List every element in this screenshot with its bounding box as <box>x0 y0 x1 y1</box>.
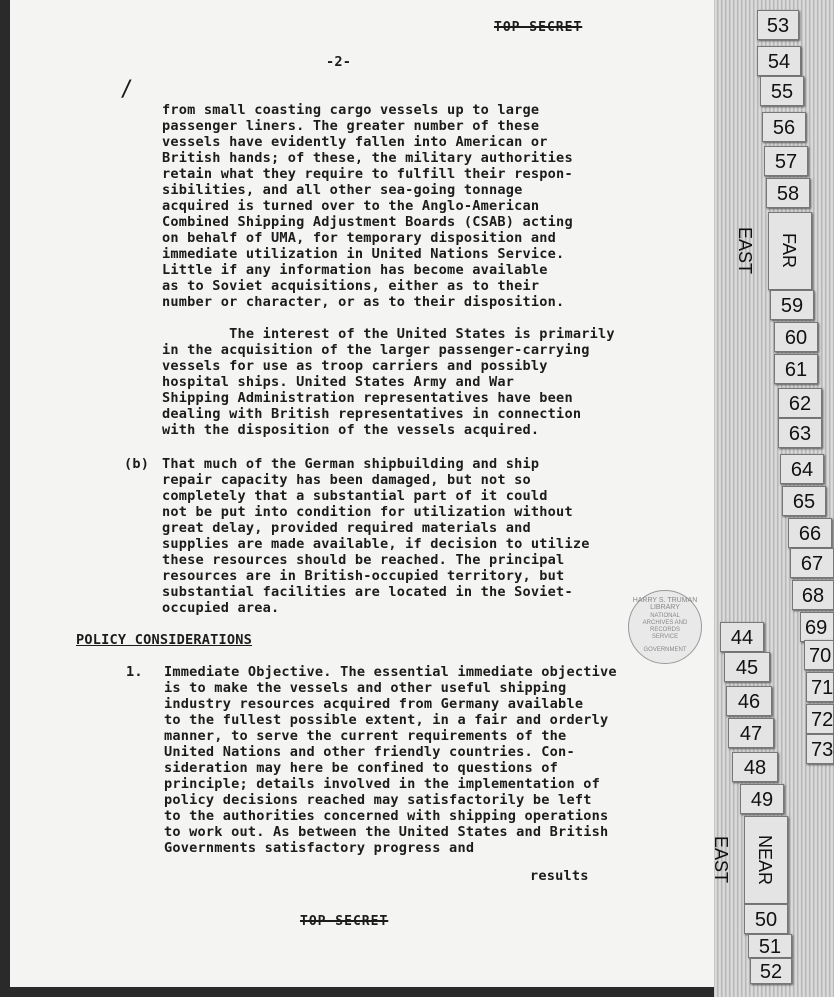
index-tab[interactable]: 53 <box>757 10 799 40</box>
index-tab[interactable]: 56 <box>762 112 806 142</box>
index-tab[interactable]: 46 <box>726 686 772 716</box>
text-line: with the disposition of the vessels acquired. <box>162 422 540 438</box>
text-line: resources are in British-occupied territory, but <box>162 568 565 584</box>
index-tab[interactable]: 66 <box>788 518 832 548</box>
text-line: dealing with British representatives in connection <box>162 406 582 422</box>
text-line: sideration may here be confined to questions of <box>164 760 559 776</box>
text-line: Combined Shipping Adjustment Boards (CSAB) acting <box>162 214 573 230</box>
index-tab[interactable]: 50 <box>744 904 788 934</box>
index-tab[interactable]: 67 <box>790 548 834 578</box>
index-tab[interactable]: 49 <box>740 784 784 814</box>
index-tab[interactable]: 63 <box>778 418 822 448</box>
text-line: Little if any information has become available <box>162 262 548 278</box>
text-line: on behalf of UMA, for temporary disposition and <box>162 230 557 246</box>
classification-stamp-bottom: TOP SECRET <box>300 914 389 929</box>
item-label: (b) <box>124 456 150 472</box>
text-line: The interest of the United States is primarily <box>162 326 615 342</box>
page-number: -2- <box>326 54 352 70</box>
text-line: number or character, or as to their disposition. <box>162 294 565 310</box>
text-line: industry resources acquired from Germany available <box>164 696 584 712</box>
text-line: Shipping Administration representatives have been <box>162 390 573 406</box>
seal-inner-text: NATIONAL ARCHIVES AND RECORDS SERVICE <box>642 613 688 640</box>
text-line: sibilities, and all other sea-going tonnage <box>162 182 523 198</box>
text-line: Immediate Objective. The essential immediate objective <box>164 664 617 680</box>
index-tab[interactable]: 58 <box>766 178 810 208</box>
text-line: not be put into condition for utilization without <box>162 504 573 520</box>
index-tab[interactable]: 69 <box>800 612 834 642</box>
text-line: supplies are made available, if decision to utilize <box>162 536 590 552</box>
text-line: principle; details involved in the implementation of <box>164 776 600 792</box>
text-line: United Nations and other friendly countries. Con- <box>164 744 575 760</box>
text-line: repair capacity has been damaged, but not so <box>162 472 531 488</box>
text-line: is to make the vessels and other useful shipping <box>164 680 567 696</box>
text-line: retain what they require to fulfill their respon- <box>162 166 573 182</box>
index-tab[interactable]: 55 <box>760 76 804 106</box>
catchword: results <box>530 868 589 884</box>
index-tab[interactable]: 73 <box>806 734 834 764</box>
index-tab[interactable]: 59 <box>770 290 814 320</box>
text-line: substantial facilities are located in the Soviet- <box>162 584 573 600</box>
text-line: completely that a substantial part of it could <box>162 488 548 504</box>
index-tab[interactable]: 54 <box>757 46 801 76</box>
text-line: immediate utilization in United Nations Service. <box>162 246 565 262</box>
section-tab-far-east[interactable]: FAR EAST <box>768 212 812 290</box>
index-tab[interactable]: 71 <box>806 672 834 702</box>
index-tab[interactable]: 65 <box>782 486 826 516</box>
text-line: manner, to serve the current requirements of the <box>164 728 567 744</box>
text-line: to the authorities concerned with shipping operations <box>164 808 609 824</box>
item-label: 1. <box>126 664 143 680</box>
index-tab[interactable]: 44 <box>720 622 764 652</box>
text-line: to the fullest possible extent, in a fair and orderly <box>164 712 609 728</box>
text-line: to work out. As between the United States and British <box>164 824 609 840</box>
margin-mark: / <box>120 77 134 102</box>
index-tab[interactable]: 60 <box>774 322 818 352</box>
classification-stamp-top: TOP SECRET <box>494 20 583 35</box>
section-tab-near-east[interactable]: NEAR EAST <box>744 816 788 904</box>
index-tab[interactable]: 51 <box>748 934 792 958</box>
text-line: Governments satisfactory progress and <box>164 840 475 856</box>
index-tab[interactable]: 45 <box>724 652 770 682</box>
index-tab[interactable]: 57 <box>764 146 808 176</box>
text-line: British hands; of these, the military authorities <box>162 150 573 166</box>
text-line: from small coasting cargo vessels up to large <box>162 102 540 118</box>
seal-outer-text: HARRY S. TRUMAN LIBRARY <box>632 597 698 611</box>
text-line: passenger liners. The greater number of these <box>162 118 540 134</box>
index-tab[interactable]: 61 <box>774 354 818 384</box>
text-line: as to Soviet acquisitions, either as to their <box>162 278 540 294</box>
index-tab[interactable]: 68 <box>792 580 834 610</box>
text-line: policy decisions reached may satisfactorily be left <box>164 792 592 808</box>
index-tab[interactable]: 64 <box>780 454 824 484</box>
index-tab[interactable]: 72 <box>806 704 834 734</box>
archive-seal <box>628 590 702 664</box>
text-line: vessels for use as troop carriers and possibly <box>162 358 548 374</box>
index-tab[interactable]: 70 <box>804 640 834 670</box>
index-tab[interactable]: 47 <box>728 718 774 748</box>
index-tab[interactable]: 62 <box>778 388 822 418</box>
text-line: acquired is turned over to the Anglo-American <box>162 198 540 214</box>
text-line: occupied area. <box>162 600 280 616</box>
index-tab[interactable]: 48 <box>732 752 778 782</box>
text-line: these resources should be reached. The principal <box>162 552 565 568</box>
text-line: in the acquisition of the larger passenger-carrying <box>162 342 590 358</box>
text-line: great delay, provided required materials and <box>162 520 531 536</box>
text-line: That much of the German shipbuilding and ship <box>162 456 540 472</box>
section-heading: POLICY CONSIDERATIONS <box>76 632 253 648</box>
seal-bottom-text: GOVERNMENT <box>643 647 687 653</box>
text-line: hospital ships. United States Army and War <box>162 374 515 390</box>
index-tab[interactable]: 52 <box>750 958 792 984</box>
text-line: vessels have evidently fallen into American or <box>162 134 548 150</box>
